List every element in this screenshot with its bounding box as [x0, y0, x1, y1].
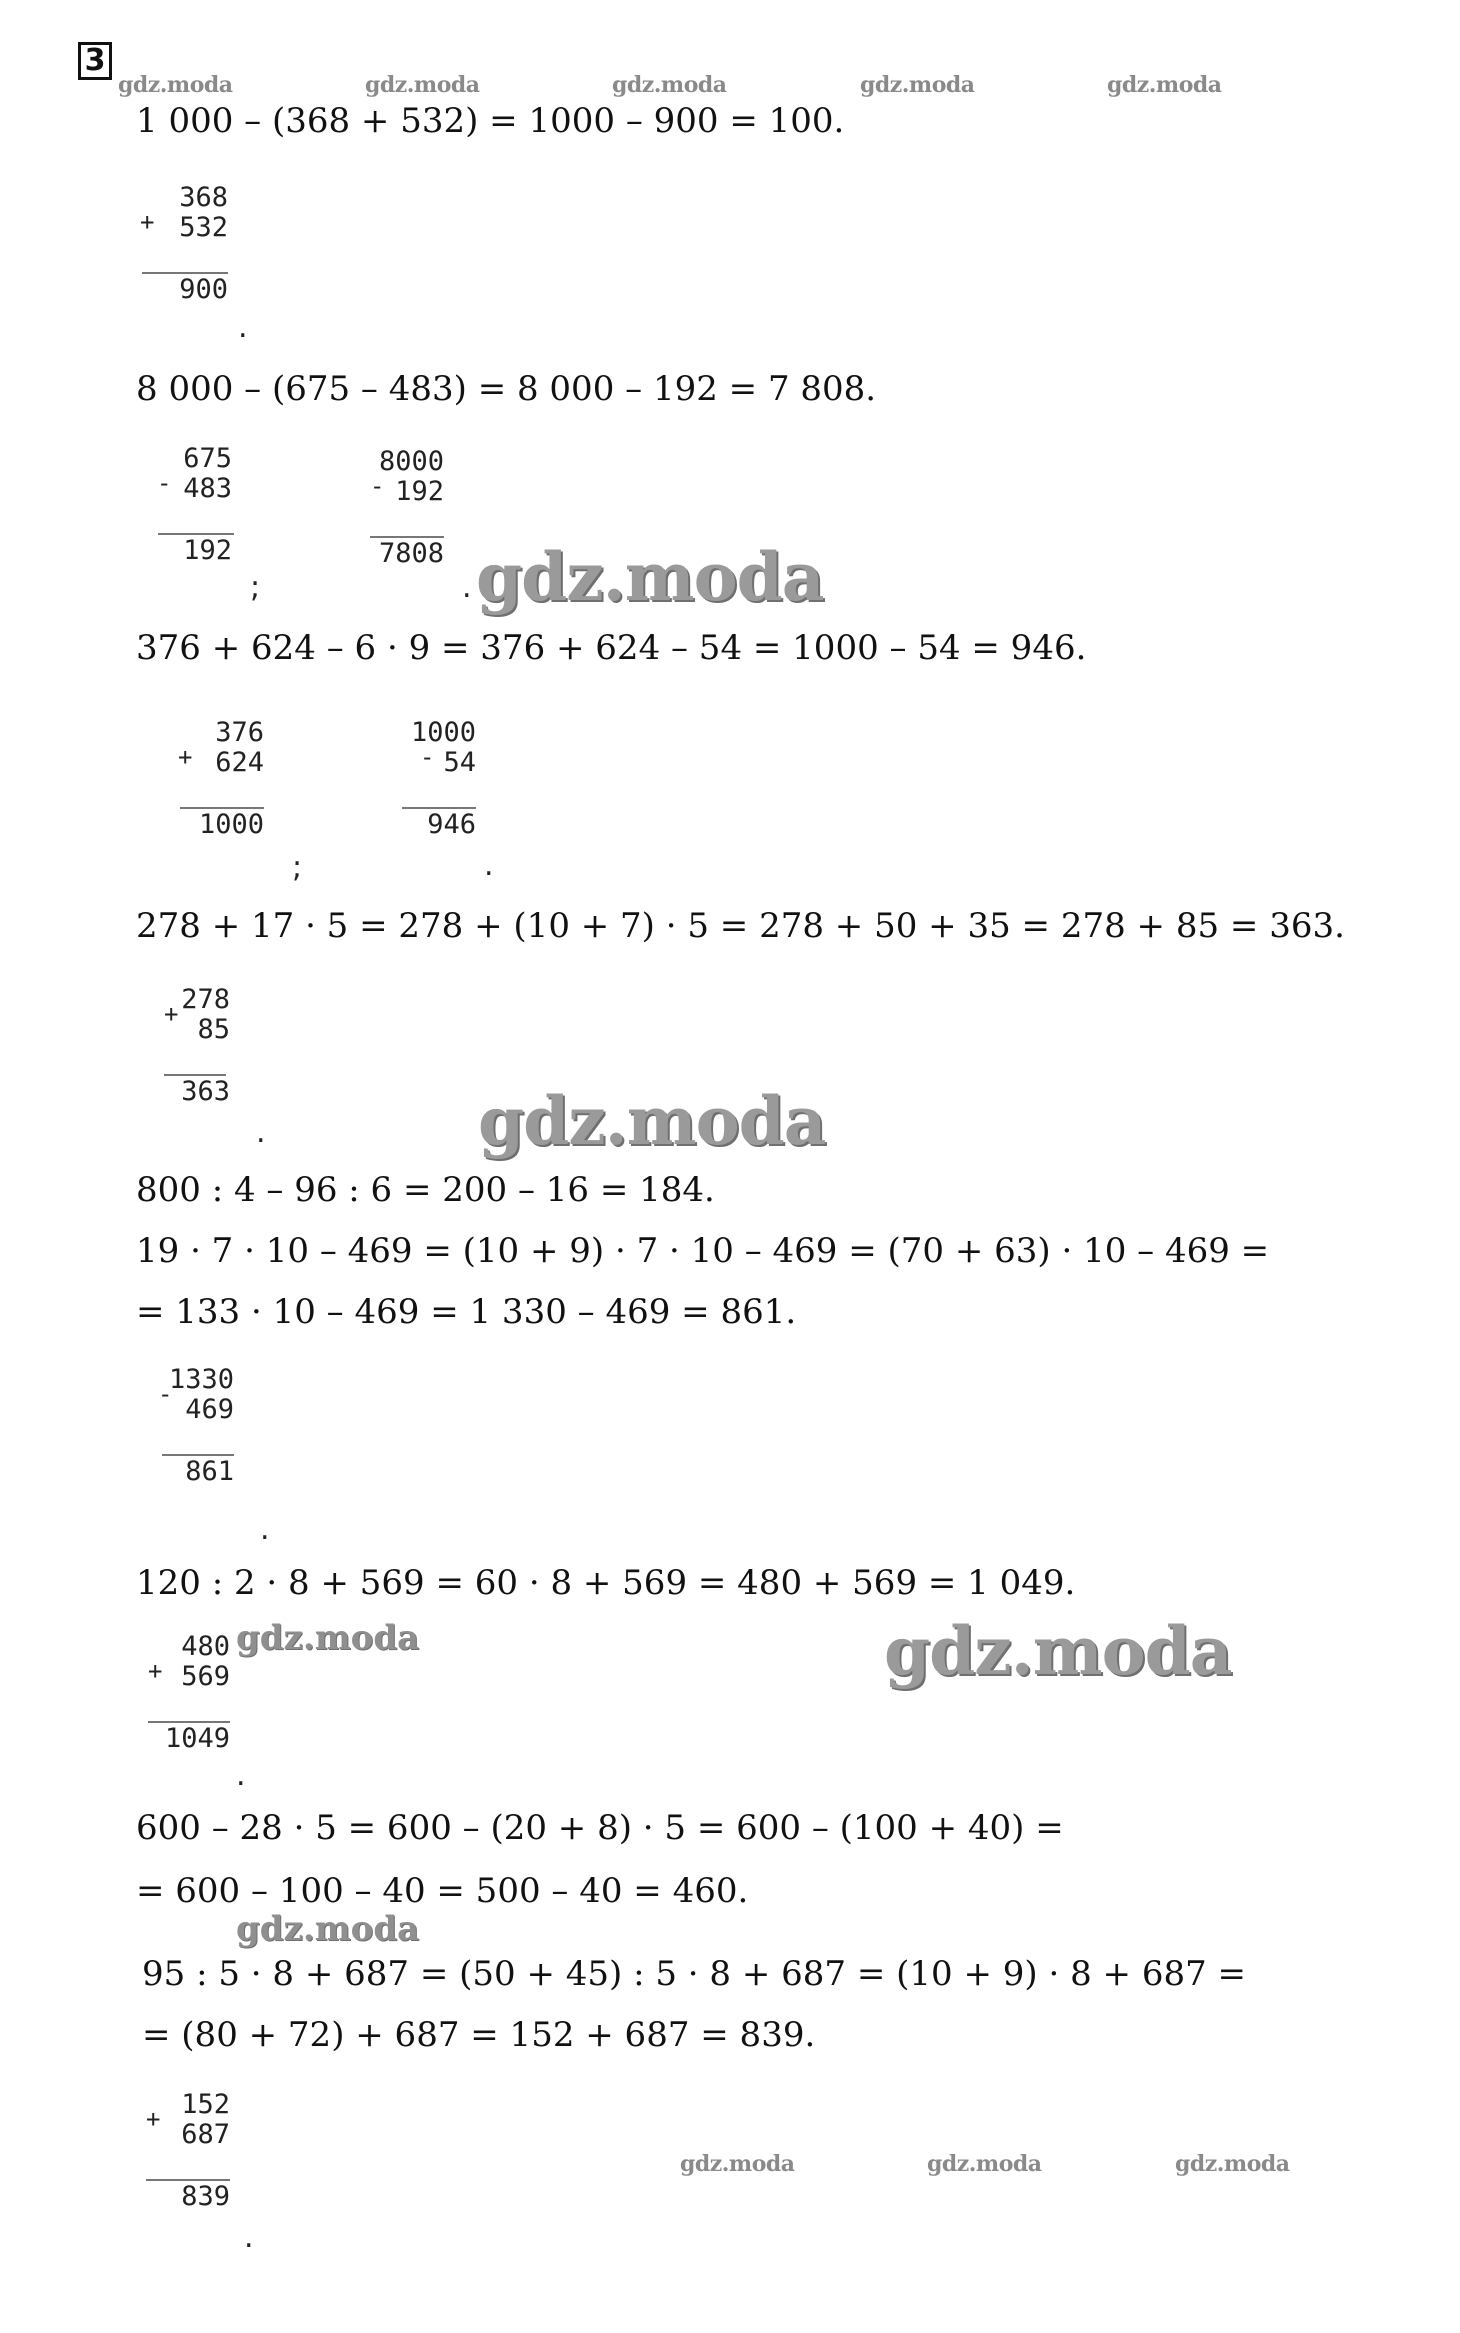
first-operand: 675	[183, 443, 232, 474]
operation-sign: -	[370, 472, 385, 500]
watermark: gdz.moda	[1175, 2151, 1290, 2177]
column-calculation	[158, 1364, 234, 1487]
result: 1049	[164, 1723, 230, 1754]
first-operand: 480	[181, 1631, 230, 1662]
result-line	[146, 2179, 230, 2181]
result-line	[180, 807, 264, 809]
result: 946	[427, 809, 476, 840]
result: 861	[185, 1456, 234, 1487]
result: 363	[181, 1076, 230, 1107]
result-line	[164, 1074, 226, 1076]
equation-line: 800 : 4 – 96 : 6 = 200 – 16 = 184.	[136, 1170, 715, 1210]
column-calculation	[164, 984, 230, 1107]
watermark: gdz.moda	[612, 72, 727, 98]
watermark: gdz.moda	[860, 72, 975, 98]
operation-sign: -	[420, 743, 435, 771]
column-calculation	[148, 1631, 230, 1754]
second-operand: 483	[183, 473, 232, 504]
punctuation: ;	[292, 850, 303, 885]
operation-sign: -	[158, 1380, 173, 1408]
result-line	[370, 536, 444, 538]
punctuation: .	[256, 1115, 266, 1150]
punctuation: .	[260, 1512, 270, 1547]
result-line	[158, 533, 234, 535]
first-operand: 1330	[168, 1364, 234, 1395]
column-calculation	[146, 2089, 230, 2212]
punctuation: .	[462, 570, 472, 605]
second-operand: 532	[179, 212, 228, 243]
first-operand: 376	[215, 717, 264, 748]
second-operand: 54	[443, 747, 476, 778]
column-calculation	[140, 182, 228, 305]
operation-sign: +	[164, 1000, 179, 1028]
operation-sign: -	[157, 469, 172, 497]
equation-line: = (80 + 72) + 687 = 152 + 687 = 839.	[142, 2015, 816, 2055]
equation-line: 8 000 – (675 – 483) = 8 000 – 192 = 7 808.	[136, 369, 877, 409]
equation-line: 1 000 – (368 + 532) = 1000 – 900 = 100.	[136, 101, 845, 141]
punctuation: .	[238, 310, 248, 345]
column-calculation	[404, 718, 476, 840]
punctuation: .	[236, 1758, 246, 1793]
equation-line: 376 + 624 – 6 · 9 = 376 + 624 – 54 = 1000 – 54 = 946.	[136, 628, 1087, 668]
result-line	[402, 807, 476, 809]
punctuation: .	[244, 2220, 254, 2255]
operation-sign: +	[146, 2105, 161, 2133]
operation-sign: +	[178, 743, 193, 771]
watermark: gdz.moda	[236, 1909, 420, 1949]
task-number-badge: 3	[78, 42, 112, 80]
first-operand: 278	[181, 984, 230, 1015]
first-operand: 8000	[378, 446, 444, 477]
result: 839	[181, 2181, 230, 2212]
result-line	[162, 1454, 234, 1456]
watermark: gdz.moda	[680, 2151, 795, 2177]
operation-sign: +	[148, 1657, 163, 1685]
result-line	[148, 1721, 230, 1723]
second-operand: 469	[185, 1394, 234, 1425]
second-operand: 687	[181, 2119, 230, 2150]
result: 900	[179, 274, 228, 305]
result: 7808	[378, 538, 444, 569]
second-operand: 624	[215, 747, 264, 778]
watermark: gdz.moda	[927, 2151, 1042, 2177]
watermark-large: gdz.moda	[476, 538, 824, 616]
equation-line: 95 : 5 · 8 + 687 = (50 + 45) : 5 · 8 + 687 = (10 + 9) · 8 + 687 =	[142, 1954, 1247, 1994]
column-calculation	[157, 443, 232, 566]
first-operand: 1000	[410, 717, 476, 748]
watermark: gdz.moda	[365, 72, 480, 98]
result: 192	[183, 535, 232, 566]
equation-line: 19 · 7 · 10 – 469 = (10 + 9) · 7 · 10 – 469 = (70 + 63) · 10 – 469 =	[136, 1231, 1270, 1271]
watermark: gdz.moda	[1107, 72, 1222, 98]
equation-line: = 600 – 100 – 40 = 500 – 40 = 460.	[136, 1871, 749, 1911]
second-operand: 569	[181, 1661, 230, 1692]
equation-line: 120 : 2 · 8 + 569 = 60 · 8 + 569 = 480 + 569 = 1 049.	[136, 1563, 1076, 1603]
watermark: gdz.moda	[236, 1618, 420, 1658]
watermark-large: gdz.moda	[884, 1612, 1232, 1690]
equation-line: 600 – 28 · 5 = 600 – (20 + 8) · 5 = 600 – (100 + 40) =	[136, 1808, 1064, 1848]
second-operand: 192	[395, 476, 444, 507]
first-operand: 368	[179, 182, 228, 213]
result-line	[142, 272, 228, 274]
second-operand: 85	[197, 1014, 230, 1045]
operation-sign: +	[140, 208, 155, 236]
equation-line: = 133 · 10 – 469 = 1 330 – 469 = 861.	[136, 1292, 797, 1332]
column-calculation	[372, 447, 444, 569]
watermark-large: gdz.moda	[478, 1082, 826, 1160]
punctuation: ;	[250, 570, 261, 605]
watermark: gdz.moda	[118, 72, 233, 98]
result: 1000	[198, 809, 264, 840]
column-calculation	[178, 717, 264, 840]
first-operand: 152	[181, 2089, 230, 2120]
equation-line: 278 + 17 · 5 = 278 + (10 + 7) · 5 = 278 + 50 + 35 = 278 + 85 = 363.	[136, 906, 1345, 946]
punctuation: .	[484, 848, 494, 883]
